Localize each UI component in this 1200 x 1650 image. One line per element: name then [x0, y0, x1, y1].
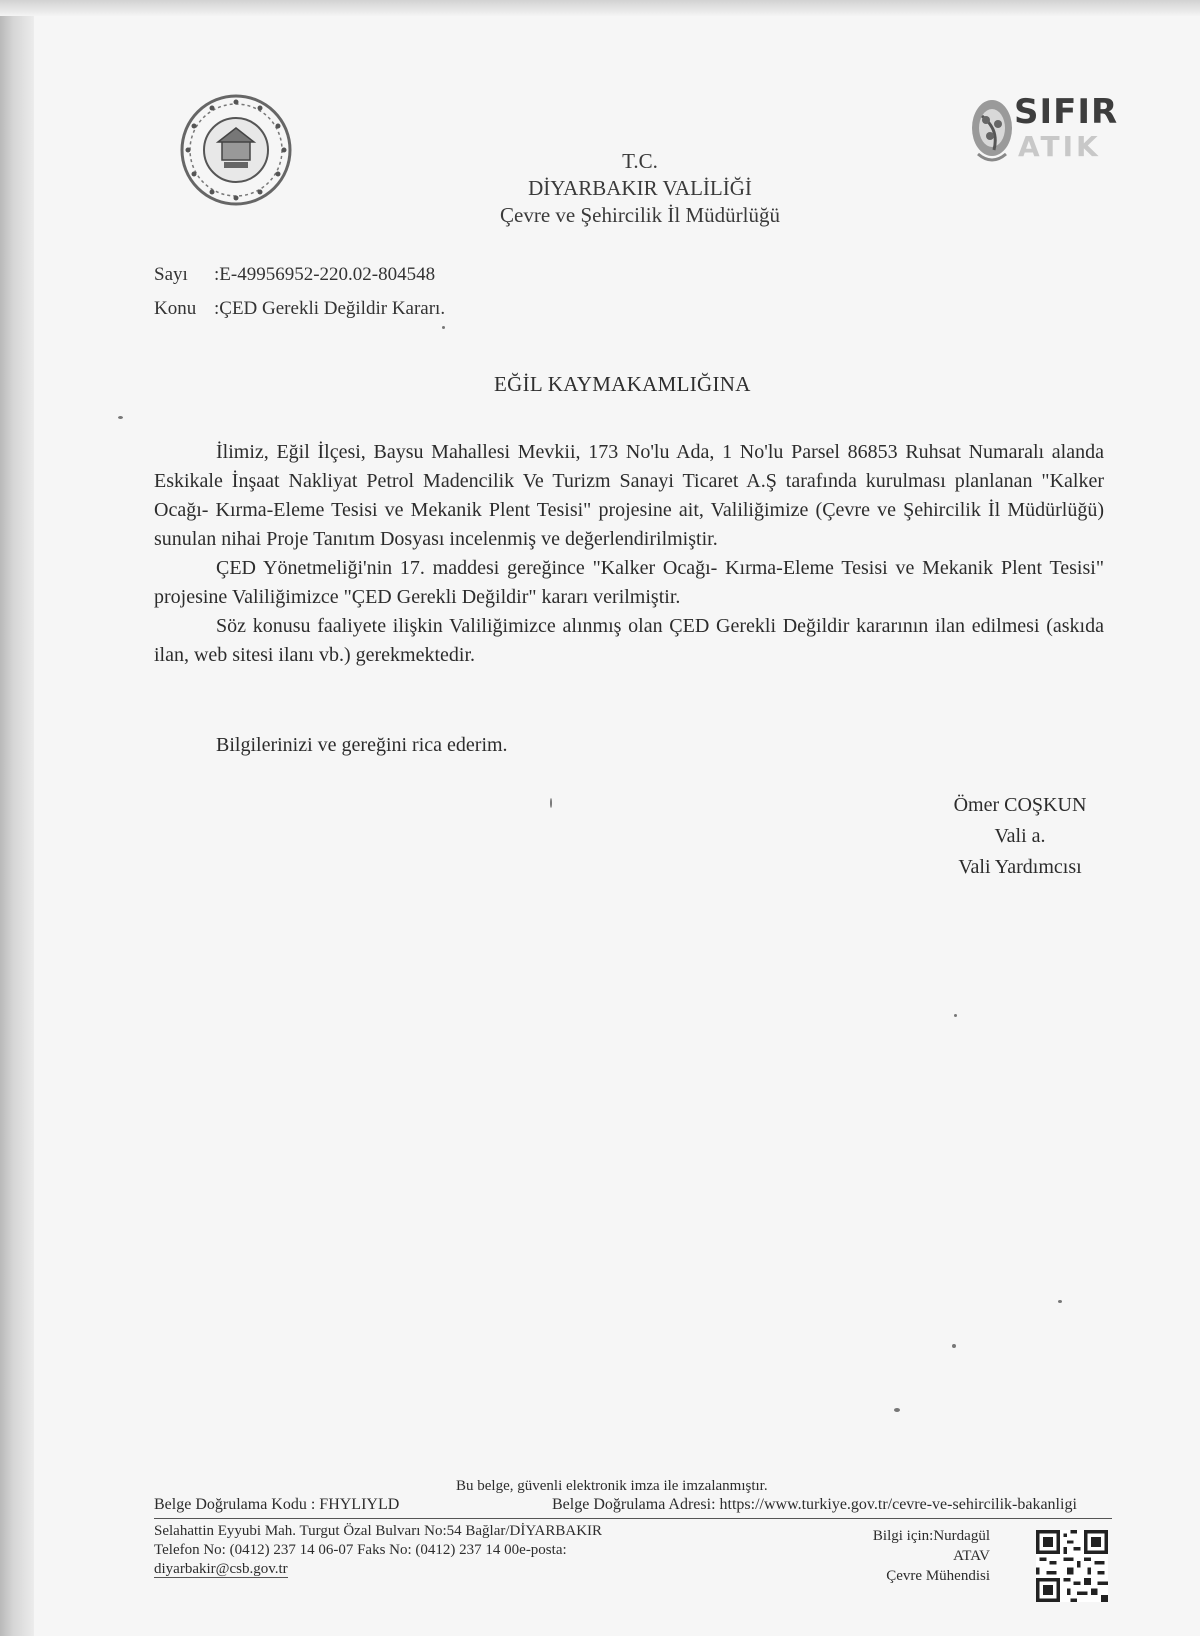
verification-address: Belge Doğrulama Adresi: https://www.turkiye.gov.tr/cevre-ve-sehircilik-bakanligi	[552, 1496, 1077, 1513]
addressee: EĞİL KAYMAKAMLIĞINA	[494, 372, 751, 396]
scan-speck	[550, 798, 552, 808]
esign-note: Bu belge, güvenli elektronik imza ile imzalanmıştır.	[456, 1478, 768, 1494]
body-paragraph-2: ÇED Yönetmeliği'nin 17. maddesi gereğince "Kalker Ocağı- Kırma-Eleme Tesisi ve Mekanik Plent Tesisi" projesine Valiliğimizce "ÇED Gerekli Değildir" kararı verilmiştir.	[154, 557, 1104, 608]
phone-line: Telefon No: (0412) 237 14 06-07 Faks No: (0412) 237 14 00e-posta:	[154, 1542, 567, 1558]
scan-margin-bottom	[0, 1636, 1200, 1650]
qr-code-icon	[1036, 1530, 1108, 1602]
letterhead	[400, 148, 880, 229]
signatory-name: Ömer COŞKUN	[953, 794, 1087, 816]
scan-speck	[1058, 1300, 1062, 1303]
body-paragraph-3: Söz konusu faaliyete ilişkin Valiliğimizce alınmış olan ÇED Gerekli Değildir kararının ilan edilmesi (askıda ilan, web sitesi ilanı vb.) gerekmektedir.	[154, 615, 1104, 666]
body-paragraph-1: İlimiz, Eğil İlçesi, Baysu Mahallesi Mevkii, 173 No'lu Ada, 1 No'lu Parsel 86853 Ruhsat Numaralı alanda Eskikale İnşaat Nakliyat Petrol Madencilik Ve Turizm Sanayi Ticaret A.Ş tarafında kurulması planlanan "Kalker Ocağı- Kırma-Eleme Tesisi ve Mekanik Plent Tesisi" projesine ait, Valiliğimize (Çevre ve Şehircilik İl Müdürlüğü) sunulan nihai Proje Tanıtım Dosyası incelenmiş ve değerlendirilmiştir.	[154, 441, 1104, 550]
ministry-seal-icon	[178, 92, 294, 208]
contact-person	[844, 1526, 990, 1586]
meta-konu-value: :ÇED Gerekli Değildir Kararı.	[214, 298, 446, 319]
scan-speck	[894, 1408, 900, 1412]
zero-waste-logo	[968, 86, 1119, 176]
signatory-on-behalf: Vali a.	[994, 825, 1046, 847]
meta-konu	[154, 292, 445, 326]
scan-speck	[952, 1344, 956, 1348]
footer-divider	[154, 1518, 1112, 1519]
zero-waste-word-2: ATIK	[1018, 130, 1101, 163]
letterhead-line-governorship: DİYARBAKIR VALİLİĞİ	[528, 176, 752, 200]
meta-sayi-value: :E-49956952-220.02-804548	[214, 264, 436, 285]
zero-waste-leaf-icon	[968, 94, 1018, 168]
contact-person-title: Çevre Mühendisi	[886, 1568, 990, 1584]
scan-speck	[442, 326, 445, 329]
meta-sayi	[154, 258, 445, 292]
scan-speck	[118, 416, 123, 419]
letterhead-line-tc: T.C.	[622, 149, 658, 173]
signatory-title: Vali Yardımcısı	[958, 856, 1082, 878]
contact-address	[154, 1522, 602, 1579]
verification-code: Belge Doğrulama Kodu : FHYLIYLD	[154, 1496, 400, 1513]
contact-person-name: Bilgi için:Nurdagül ATAV	[872, 1528, 990, 1564]
letter-body	[154, 438, 1104, 670]
signature-block	[930, 790, 1110, 883]
document-meta	[154, 258, 445, 326]
scan-shadow-top	[0, 0, 1200, 16]
letterhead-line-directorate: Çevre ve Şehircilik İl Müdürlüğü	[500, 203, 780, 227]
scan-speck	[954, 1014, 957, 1017]
email-link[interactable]: diyarbakir@csb.gov.tr	[154, 1561, 288, 1577]
meta-konu-label: Konu	[154, 298, 197, 319]
meta-sayi-label: Sayı	[154, 264, 188, 285]
scan-shadow-edge	[0, 0, 34, 1650]
closing-line: Bilgilerinizi ve gereğini rica ederim.	[216, 734, 508, 756]
address-line: Selahattin Eyyubi Mah. Turgut Özal Bulvarı No:54 Bağlar/DİYARBAKIR	[154, 1523, 603, 1539]
zero-waste-word-1: SIFIR	[1014, 92, 1119, 132]
